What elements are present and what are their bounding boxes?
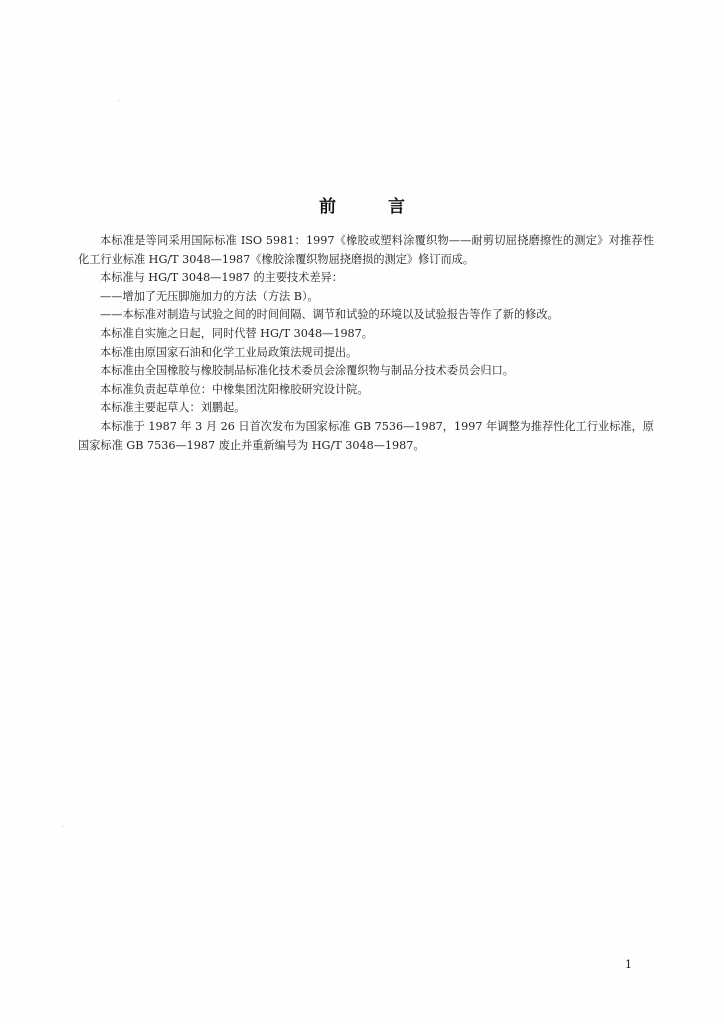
paragraph: 本标准由原国家石油和化学工业局政策法规司提出。 xyxy=(100,345,358,359)
scan-speck xyxy=(118,100,119,101)
heading-char-right: 言 xyxy=(388,197,405,217)
preface-body xyxy=(78,232,654,455)
paragraph: ——增加了无压脚施加力的方法（方法 B）。 xyxy=(100,289,319,303)
page-number: 1 xyxy=(625,958,632,971)
scan-speck xyxy=(62,826,63,827)
paragraph: ——本标准对制造与试验之间的时间间隔、调节和试验的环境以及试验报告等作了新的修改。 xyxy=(100,308,559,322)
paragraph: 本标准与 HG/T 3048—1987 的主要技术差异： xyxy=(100,271,343,285)
preface-heading xyxy=(0,192,724,217)
paragraph: 本标准由全国橡胶与橡胶制品标准化技术委员会涂覆织物与制品分技术委员会归口。 xyxy=(100,364,514,378)
heading-char-left: 前 xyxy=(319,197,336,217)
paragraph: 本标准于 1987 年 3 月 26 日首次发布为国家标准 GB 7536—1987，1997 年调整为推荐性化工行业标准，原国家标准 GB 7536—1987 废止并重新编号为 HG/T 3048—1987。 xyxy=(78,419,654,452)
paragraph: 本标准主要起草人：刘鹏起。 xyxy=(100,401,246,415)
paragraph: 本标准自实施之日起，同时代替 HG/T 3048—1987。 xyxy=(100,326,373,340)
paragraph: 本标准负责起草单位：中橡集团沈阳橡胶研究设计院。 xyxy=(100,382,369,396)
paragraph: 本标准是等同采用国际标准 ISO 5981：1997《橡胶或塑料涂覆织物——耐剪切屈挠磨擦性的测定》对推荐性化工行业标准 HG/T 3048—1987《橡胶涂覆织物屈挠磨损的测定》修订而成。 xyxy=(78,234,654,266)
